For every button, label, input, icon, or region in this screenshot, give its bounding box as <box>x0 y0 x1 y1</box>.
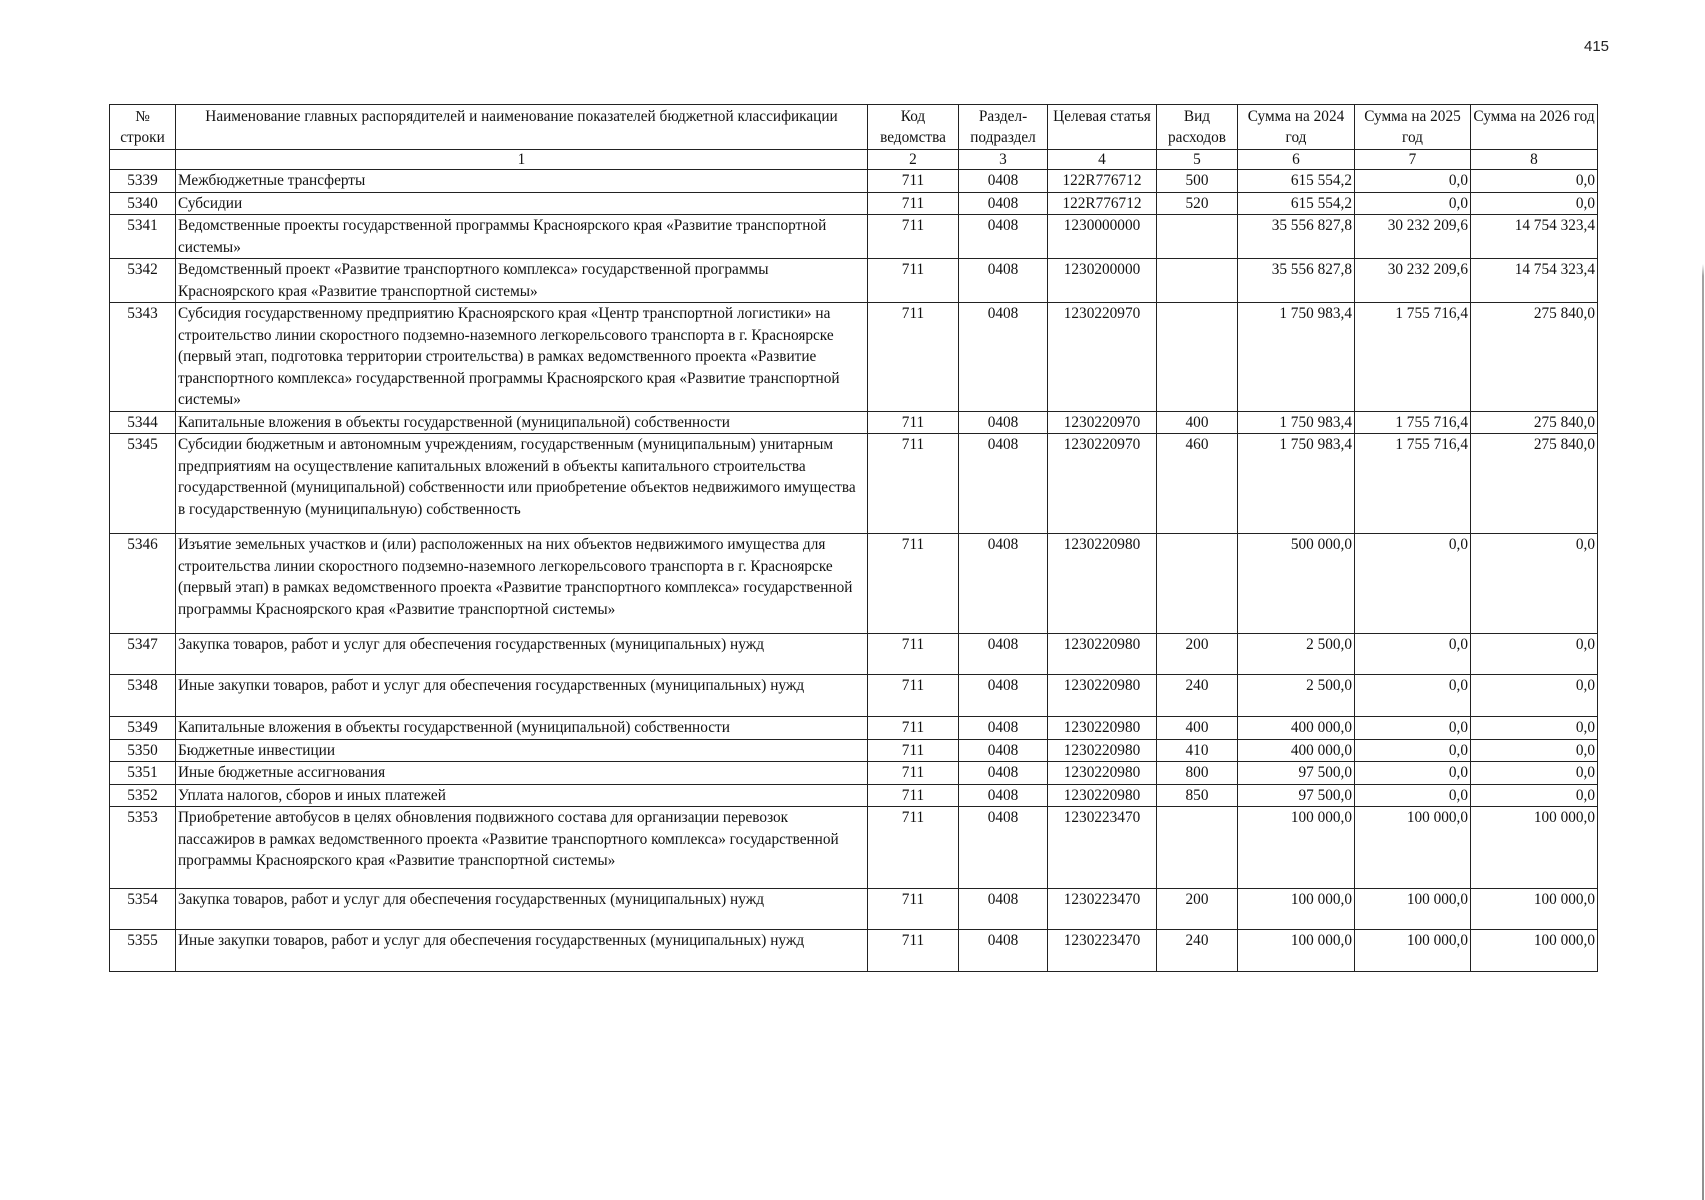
header-expense-type: Вид расходов <box>1157 105 1238 150</box>
row-sum-2026: 0,0 <box>1471 784 1598 807</box>
row-target-article: 1230220980 <box>1048 675 1157 717</box>
row-sum-2025: 1 755 716,4 <box>1355 303 1471 412</box>
row-sum-2026: 0,0 <box>1471 170 1598 193</box>
row-section: 0408 <box>959 717 1048 740</box>
column-number <box>110 150 176 170</box>
row-expense-type: 500 <box>1157 170 1238 193</box>
row-expense-type: 850 <box>1157 784 1238 807</box>
row-sum-2026: 0,0 <box>1471 762 1598 785</box>
row-target-article: 1230220970 <box>1048 434 1157 534</box>
row-section: 0408 <box>959 930 1048 972</box>
table-row <box>110 411 1598 434</box>
row-sum-2024: 1 750 983,4 <box>1238 434 1355 534</box>
row-department-code: 711 <box>868 807 959 889</box>
row-sum-2025: 30 232 209,6 <box>1355 259 1471 303</box>
header-sum-2026: Сумма на 2026 год <box>1471 105 1598 150</box>
table-row <box>110 259 1598 303</box>
row-number: 5348 <box>110 675 176 717</box>
row-sum-2025: 100 000,0 <box>1355 807 1471 889</box>
table-row <box>110 889 1598 930</box>
page-number: 415 <box>1584 38 1610 55</box>
row-sum-2025: 1 755 716,4 <box>1355 434 1471 534</box>
row-number: 5343 <box>110 303 176 412</box>
row-sum-2025: 0,0 <box>1355 192 1471 215</box>
header-target-article: Целевая статья <box>1048 105 1157 150</box>
row-expense-type: 240 <box>1157 675 1238 717</box>
row-expense-type: 460 <box>1157 434 1238 534</box>
row-sum-2024: 100 000,0 <box>1238 930 1355 972</box>
row-target-article: 1230200000 <box>1048 259 1157 303</box>
row-number: 5340 <box>110 192 176 215</box>
table-row <box>110 434 1598 534</box>
row-department-code: 711 <box>868 784 959 807</box>
row-department-code: 711 <box>868 434 959 534</box>
row-sum-2024: 97 500,0 <box>1238 784 1355 807</box>
row-section: 0408 <box>959 784 1048 807</box>
row-section: 0408 <box>959 634 1048 675</box>
row-target-article: 1230220980 <box>1048 739 1157 762</box>
column-number: 1 <box>176 150 868 170</box>
row-sum-2026: 0,0 <box>1471 634 1598 675</box>
table-row <box>110 717 1598 740</box>
row-section: 0408 <box>959 807 1048 889</box>
row-expense-type: 800 <box>1157 762 1238 785</box>
column-number: 8 <box>1471 150 1598 170</box>
row-sum-2025: 100 000,0 <box>1355 889 1471 930</box>
row-name: Субсидии бюджетным и автономным учреждениям, государственным (муниципальным) унитарным предприятиям на осуществление капитальных вложений в объекты капитального строительства государственной (муниципальной) собственности или приобретение объектов недвижимого имущества в государственную (муниципальную) собственность <box>176 434 868 534</box>
table-row <box>110 930 1598 972</box>
row-expense-type: 200 <box>1157 634 1238 675</box>
row-sum-2025: 0,0 <box>1355 634 1471 675</box>
row-sum-2026: 0,0 <box>1471 717 1598 740</box>
row-expense-type <box>1157 807 1238 889</box>
row-expense-type: 240 <box>1157 930 1238 972</box>
row-target-article: 1230220970 <box>1048 303 1157 412</box>
row-section: 0408 <box>959 739 1048 762</box>
table-row <box>110 784 1598 807</box>
row-target-article: 122R776712 <box>1048 170 1157 193</box>
row-number: 5339 <box>110 170 176 193</box>
row-name: Ведомственный проект «Развитие транспортного комплекса» государственной программы Красноярского края «Развитие транспортной системы» <box>176 259 868 303</box>
row-sum-2024: 2 500,0 <box>1238 675 1355 717</box>
budget-table <box>109 104 1598 972</box>
row-target-article: 1230220980 <box>1048 634 1157 675</box>
row-expense-type: 410 <box>1157 739 1238 762</box>
table-row <box>110 192 1598 215</box>
row-expense-type <box>1157 534 1238 634</box>
row-name: Субсидия государственному предприятию Красноярского края «Центр транспортной логистики» на строительство линии скоростного подземно-наземного легкорельсового транспорта в г. Красноярске (первый этап, подготовка территории строительства) в рамках ведомственного проекта «Развитие транспортного комплекса» государственной программы Красноярского края «Развитие транспортной системы» <box>176 303 868 412</box>
row-sum-2025: 0,0 <box>1355 170 1471 193</box>
row-target-article: 1230220970 <box>1048 411 1157 434</box>
row-sum-2024: 615 554,2 <box>1238 192 1355 215</box>
row-name: Иные закупки товаров, работ и услуг для обеспечения государственных (муниципальных) нужд <box>176 930 868 972</box>
row-name: Иные бюджетные ассигнования <box>176 762 868 785</box>
row-department-code: 711 <box>868 192 959 215</box>
row-sum-2025: 0,0 <box>1355 717 1471 740</box>
row-expense-type <box>1157 215 1238 259</box>
row-sum-2026: 100 000,0 <box>1471 930 1598 972</box>
row-target-article: 1230220980 <box>1048 784 1157 807</box>
row-expense-type <box>1157 259 1238 303</box>
row-target-article: 1230223470 <box>1048 807 1157 889</box>
row-name: Ведомственные проекты государственной программы Красноярского края «Развитие транспортной системы» <box>176 215 868 259</box>
row-sum-2025: 0,0 <box>1355 784 1471 807</box>
row-name: Капитальные вложения в объекты государственной (муниципальной) собственности <box>176 411 868 434</box>
row-target-article: 1230220980 <box>1048 717 1157 740</box>
row-number: 5349 <box>110 717 176 740</box>
row-target-article: 1230220980 <box>1048 534 1157 634</box>
row-department-code: 711 <box>868 259 959 303</box>
header-sum-2024: Сумма на 2024 год <box>1238 105 1355 150</box>
row-number: 5350 <box>110 739 176 762</box>
row-number: 5352 <box>110 784 176 807</box>
row-number: 5351 <box>110 762 176 785</box>
row-sum-2024: 615 554,2 <box>1238 170 1355 193</box>
row-section: 0408 <box>959 534 1048 634</box>
row-name: Изъятие земельных участков и (или) расположенных на них объектов недвижимого имущества для строительства линии скоростного подземно-наземного легкорельсового транспорта в г. Красноярске (первый этап) в рамках ведомственного проекта «Развитие транспортного комплекса» государственной программы Красноярского края «Развитие транспортной системы» <box>176 534 868 634</box>
row-target-article: 1230000000 <box>1048 215 1157 259</box>
row-number: 5354 <box>110 889 176 930</box>
row-name: Капитальные вложения в объекты государственной (муниципальной) собственности <box>176 717 868 740</box>
row-department-code: 711 <box>868 739 959 762</box>
row-target-article: 122R776712 <box>1048 192 1157 215</box>
row-expense-type: 200 <box>1157 889 1238 930</box>
row-sum-2025: 100 000,0 <box>1355 930 1471 972</box>
row-department-code: 711 <box>868 170 959 193</box>
row-name: Закупка товаров, работ и услуг для обеспечения государственных (муниципальных) нужд <box>176 634 868 675</box>
column-number-row <box>110 150 1598 170</box>
row-sum-2024: 35 556 827,8 <box>1238 259 1355 303</box>
row-number: 5341 <box>110 215 176 259</box>
row-target-article: 1230223470 <box>1048 889 1157 930</box>
row-number: 5345 <box>110 434 176 534</box>
row-department-code: 711 <box>868 411 959 434</box>
column-number: 7 <box>1355 150 1471 170</box>
row-department-code: 711 <box>868 717 959 740</box>
row-sum-2026: 100 000,0 <box>1471 807 1598 889</box>
row-section: 0408 <box>959 192 1048 215</box>
row-sum-2024: 97 500,0 <box>1238 762 1355 785</box>
row-sum-2025: 0,0 <box>1355 675 1471 717</box>
row-number: 5347 <box>110 634 176 675</box>
row-sum-2026: 275 840,0 <box>1471 303 1598 412</box>
row-section: 0408 <box>959 762 1048 785</box>
header-department-code: Код ведомства <box>868 105 959 150</box>
row-target-article: 1230223470 <box>1048 930 1157 972</box>
scan-edge <box>1702 0 1704 1200</box>
row-section: 0408 <box>959 303 1048 412</box>
row-department-code: 711 <box>868 675 959 717</box>
row-expense-type: 400 <box>1157 717 1238 740</box>
row-name: Иные закупки товаров, работ и услуг для обеспечения государственных (муниципальных) нужд <box>176 675 868 717</box>
row-sum-2026: 275 840,0 <box>1471 434 1598 534</box>
row-department-code: 711 <box>868 534 959 634</box>
column-number: 4 <box>1048 150 1157 170</box>
header-row-number: № строки <box>110 105 176 150</box>
row-number: 5355 <box>110 930 176 972</box>
header-section: Раздел-подраздел <box>959 105 1048 150</box>
row-sum-2024: 400 000,0 <box>1238 739 1355 762</box>
row-section: 0408 <box>959 215 1048 259</box>
row-number: 5346 <box>110 534 176 634</box>
row-target-article: 1230220980 <box>1048 762 1157 785</box>
header-name: Наименование главных распорядителей и наименование показателей бюджетной классификации <box>176 105 868 150</box>
table-row <box>110 762 1598 785</box>
row-sum-2024: 1 750 983,4 <box>1238 411 1355 434</box>
row-department-code: 711 <box>868 889 959 930</box>
row-name: Закупка товаров, работ и услуг для обеспечения государственных (муниципальных) нужд <box>176 889 868 930</box>
row-sum-2026: 0,0 <box>1471 192 1598 215</box>
row-expense-type: 520 <box>1157 192 1238 215</box>
column-number: 5 <box>1157 150 1238 170</box>
row-sum-2026: 0,0 <box>1471 739 1598 762</box>
row-department-code: 711 <box>868 634 959 675</box>
row-expense-type <box>1157 303 1238 412</box>
row-sum-2025: 0,0 <box>1355 534 1471 634</box>
row-sum-2024: 1 750 983,4 <box>1238 303 1355 412</box>
row-number: 5353 <box>110 807 176 889</box>
row-sum-2026: 100 000,0 <box>1471 889 1598 930</box>
row-expense-type: 400 <box>1157 411 1238 434</box>
row-section: 0408 <box>959 675 1048 717</box>
row-name: Бюджетные инвестиции <box>176 739 868 762</box>
row-sum-2024: 400 000,0 <box>1238 717 1355 740</box>
row-name: Межбюджетные трансферты <box>176 170 868 193</box>
column-number: 2 <box>868 150 959 170</box>
row-department-code: 711 <box>868 215 959 259</box>
table-row <box>110 739 1598 762</box>
table-row <box>110 534 1598 634</box>
header-sum-2025: Сумма на 2025 год <box>1355 105 1471 150</box>
row-section: 0408 <box>959 259 1048 303</box>
row-number: 5342 <box>110 259 176 303</box>
row-name: Уплата налогов, сборов и иных платежей <box>176 784 868 807</box>
row-sum-2026: 14 754 323,4 <box>1471 259 1598 303</box>
row-department-code: 711 <box>868 762 959 785</box>
table-row <box>110 807 1598 889</box>
row-sum-2024: 500 000,0 <box>1238 534 1355 634</box>
row-section: 0408 <box>959 434 1048 534</box>
table-row <box>110 675 1598 717</box>
row-sum-2024: 100 000,0 <box>1238 889 1355 930</box>
row-section: 0408 <box>959 170 1048 193</box>
row-sum-2026: 275 840,0 <box>1471 411 1598 434</box>
column-number: 6 <box>1238 150 1355 170</box>
row-sum-2025: 1 755 716,4 <box>1355 411 1471 434</box>
row-name: Субсидии <box>176 192 868 215</box>
row-section: 0408 <box>959 889 1048 930</box>
row-sum-2025: 30 232 209,6 <box>1355 215 1471 259</box>
row-sum-2024: 2 500,0 <box>1238 634 1355 675</box>
row-sum-2026: 0,0 <box>1471 675 1598 717</box>
row-sum-2024: 100 000,0 <box>1238 807 1355 889</box>
row-sum-2024: 35 556 827,8 <box>1238 215 1355 259</box>
table-row <box>110 215 1598 259</box>
row-sum-2025: 0,0 <box>1355 739 1471 762</box>
row-section: 0408 <box>959 411 1048 434</box>
row-name: Приобретение автобусов в целях обновления подвижного состава для организации перевозок пассажиров в рамках ведомственного проекта «Развитие транспортного комплекса» государственной программы Красноярского края «Развитие транспортной системы» <box>176 807 868 889</box>
table-row <box>110 303 1598 412</box>
row-department-code: 711 <box>868 303 959 412</box>
table-header-row <box>110 105 1598 150</box>
row-number: 5344 <box>110 411 176 434</box>
row-department-code: 711 <box>868 930 959 972</box>
row-sum-2026: 0,0 <box>1471 534 1598 634</box>
row-sum-2025: 0,0 <box>1355 762 1471 785</box>
table-row <box>110 170 1598 193</box>
table-row <box>110 634 1598 675</box>
column-number: 3 <box>959 150 1048 170</box>
row-sum-2026: 14 754 323,4 <box>1471 215 1598 259</box>
